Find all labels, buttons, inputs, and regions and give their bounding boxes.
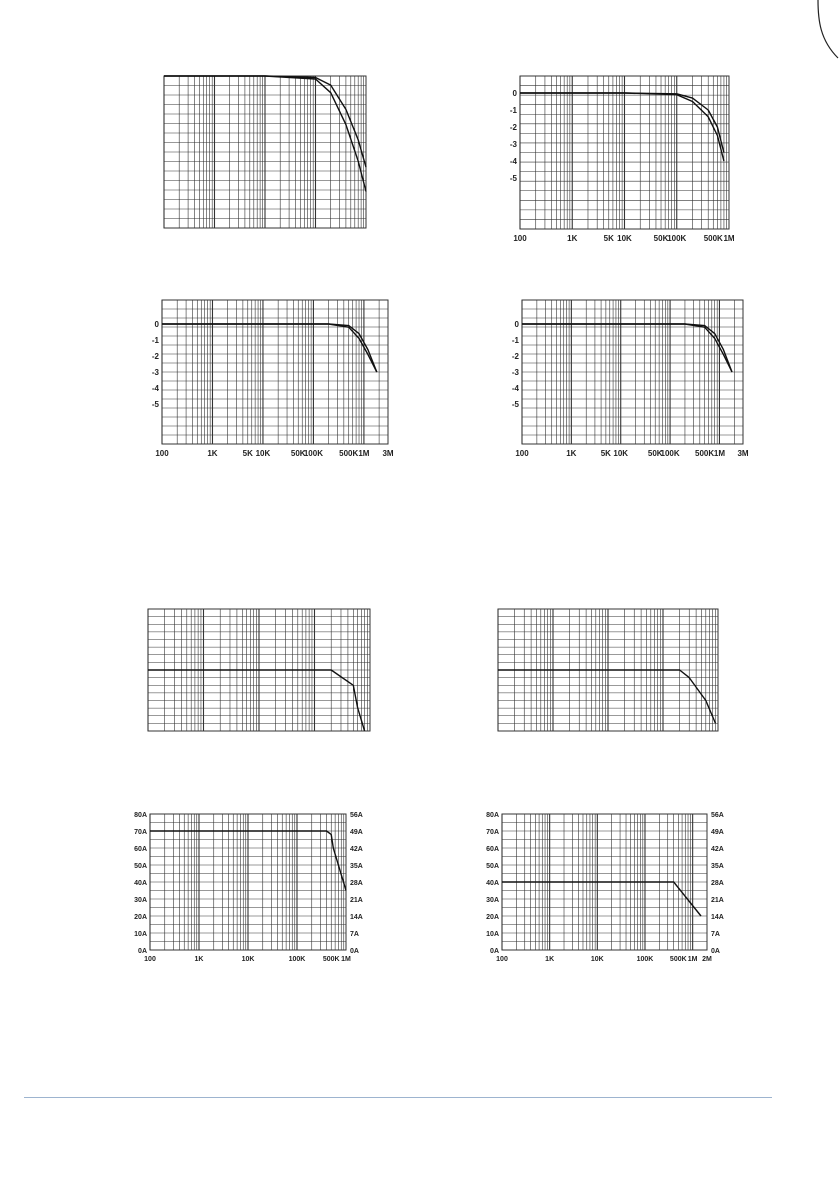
series-line-1 bbox=[522, 324, 732, 372]
y-tick-label: 0 bbox=[514, 320, 519, 329]
y-tick-label: 40A bbox=[134, 880, 147, 887]
current-chart-lower-left bbox=[144, 605, 374, 735]
x-tick-label: 100K bbox=[667, 234, 687, 243]
x-tick-label: 500K bbox=[339, 449, 359, 458]
x-tick-label: 1M bbox=[723, 234, 735, 243]
y2-tick-label: 14A bbox=[350, 914, 363, 921]
y-tick-label: 20A bbox=[486, 914, 499, 921]
x-tick-label: 100K bbox=[303, 449, 323, 458]
y-tick-label: 70A bbox=[486, 829, 499, 836]
response-chart-top-right bbox=[500, 72, 735, 247]
x-tick-label: 50K bbox=[647, 449, 663, 458]
y2-tick-label: 7A bbox=[350, 931, 359, 938]
x-tick-label: 500K bbox=[703, 234, 723, 243]
series-line-1 bbox=[162, 324, 377, 372]
current-chart-bottom-right bbox=[478, 808, 733, 968]
y2-tick-label: 21A bbox=[350, 897, 363, 904]
x-tick-label: 100 bbox=[515, 449, 529, 458]
y-tick-label: -1 bbox=[151, 336, 159, 345]
x-tick-label: 5K bbox=[603, 234, 614, 243]
x-tick-label: 100 bbox=[155, 449, 169, 458]
x-tick-label: 500K bbox=[669, 956, 687, 963]
y2-tick-label: 35A bbox=[350, 863, 363, 870]
x-tick-label: 10K bbox=[613, 449, 629, 458]
y-tick-label: -1 bbox=[509, 106, 517, 115]
y2-tick-label: 42A bbox=[350, 846, 363, 853]
x-tick-label: 500K bbox=[322, 956, 340, 963]
y-tick-label: 60A bbox=[486, 846, 499, 853]
y-tick-label: -2 bbox=[509, 123, 517, 132]
x-tick-label: 10K bbox=[255, 449, 271, 458]
y-tick-label: -2 bbox=[511, 352, 519, 361]
x-tick-label: 1K bbox=[567, 234, 578, 243]
y-tick-label: 40A bbox=[486, 880, 499, 887]
chart-svg bbox=[140, 296, 400, 462]
response-chart-middle-right bbox=[500, 296, 755, 462]
x-tick-label: 100K bbox=[636, 956, 654, 963]
x-tick-label: 50K bbox=[290, 449, 306, 458]
footer-rule bbox=[24, 1097, 772, 1098]
response-chart-middle-left bbox=[140, 296, 400, 462]
chart-svg bbox=[144, 605, 374, 735]
x-tick-label: 100 bbox=[496, 956, 508, 963]
y2-tick-label: 21A bbox=[711, 897, 724, 904]
y2-tick-label: 49A bbox=[350, 829, 363, 836]
chart-svg bbox=[478, 808, 733, 968]
y-tick-label: 20A bbox=[134, 914, 147, 921]
chart-svg bbox=[500, 72, 735, 247]
chart-svg bbox=[494, 605, 722, 735]
x-tick-label: 10K bbox=[617, 234, 632, 243]
y-tick-label: -5 bbox=[151, 400, 159, 409]
response-chart-top-left bbox=[160, 72, 370, 232]
series-line-2 bbox=[522, 324, 732, 372]
y2-tick-label: 28A bbox=[350, 880, 363, 887]
y2-tick-label: 49A bbox=[711, 829, 724, 836]
x-tick-label: 3M bbox=[382, 449, 394, 458]
y-tick-label: 10A bbox=[486, 931, 499, 938]
x-tick-label: 100 bbox=[144, 956, 156, 963]
y2-tick-label: 28A bbox=[711, 880, 724, 887]
chart-svg bbox=[160, 72, 370, 232]
y-tick-label: 0 bbox=[154, 320, 159, 329]
x-tick-label: 1K bbox=[566, 449, 577, 458]
chart-svg bbox=[500, 296, 755, 462]
y-tick-label: 30A bbox=[134, 897, 147, 904]
x-tick-label: 5K bbox=[242, 449, 253, 458]
y-tick-label: -4 bbox=[511, 384, 519, 393]
x-tick-label: 10K bbox=[590, 956, 604, 963]
y-tick-label: -3 bbox=[509, 140, 517, 149]
y-tick-label: 30A bbox=[486, 897, 499, 904]
y-tick-label: -2 bbox=[151, 352, 159, 361]
y2-tick-label: 0A bbox=[711, 948, 720, 955]
y2-tick-label: 56A bbox=[711, 812, 724, 819]
x-tick-label: 100K bbox=[288, 956, 306, 963]
y2-tick-label: 56A bbox=[350, 812, 363, 819]
x-tick-label: 100K bbox=[660, 449, 680, 458]
y-tick-label: -4 bbox=[509, 157, 517, 166]
y-tick-label: 70A bbox=[134, 829, 147, 836]
x-tick-label: 1M bbox=[687, 956, 698, 963]
y-tick-label: -1 bbox=[511, 336, 519, 345]
y-tick-label: 50A bbox=[134, 863, 147, 870]
x-tick-label: 2M bbox=[702, 956, 712, 963]
x-tick-label: 1M bbox=[358, 449, 370, 458]
y-tick-label: 80A bbox=[486, 812, 499, 819]
chart-svg bbox=[126, 808, 376, 968]
x-tick-label: 1M bbox=[341, 956, 351, 963]
y-tick-label: 80A bbox=[134, 812, 147, 819]
series-line-2 bbox=[162, 324, 377, 372]
y2-tick-label: 7A bbox=[711, 931, 720, 938]
y-tick-label: 60A bbox=[134, 846, 147, 853]
y2-tick-label: 42A bbox=[711, 846, 724, 853]
x-tick-label: 500K bbox=[695, 449, 715, 458]
page-edge-curve bbox=[816, 0, 840, 60]
y-tick-label: -5 bbox=[509, 174, 517, 183]
y-tick-label: 10A bbox=[134, 931, 147, 938]
current-chart-bottom-left bbox=[126, 808, 376, 968]
x-tick-label: 10K bbox=[241, 956, 255, 963]
y-tick-label: 0A bbox=[138, 948, 147, 955]
y-tick-label: -3 bbox=[511, 368, 519, 377]
y-tick-label: -5 bbox=[511, 400, 519, 409]
y-tick-label: 50A bbox=[486, 863, 499, 870]
x-tick-label: 50K bbox=[653, 234, 669, 243]
y-tick-label: -4 bbox=[151, 384, 159, 393]
x-tick-label: 100 bbox=[513, 234, 527, 243]
y-tick-label: 0A bbox=[490, 948, 499, 955]
y2-tick-label: 0A bbox=[350, 948, 359, 955]
y2-tick-label: 14A bbox=[711, 914, 724, 921]
y-tick-label: -3 bbox=[151, 368, 159, 377]
x-tick-label: 3M bbox=[737, 449, 749, 458]
x-tick-label: 1M bbox=[713, 449, 726, 458]
series-line-1 bbox=[498, 670, 716, 723]
x-tick-label: 1K bbox=[194, 956, 204, 963]
x-tick-label: 5K bbox=[600, 449, 611, 458]
y-tick-label: 0 bbox=[512, 89, 517, 98]
current-chart-lower-right bbox=[494, 605, 722, 735]
x-tick-label: 1K bbox=[545, 956, 555, 963]
x-tick-label: 1K bbox=[207, 449, 218, 458]
y2-tick-label: 35A bbox=[711, 863, 724, 870]
